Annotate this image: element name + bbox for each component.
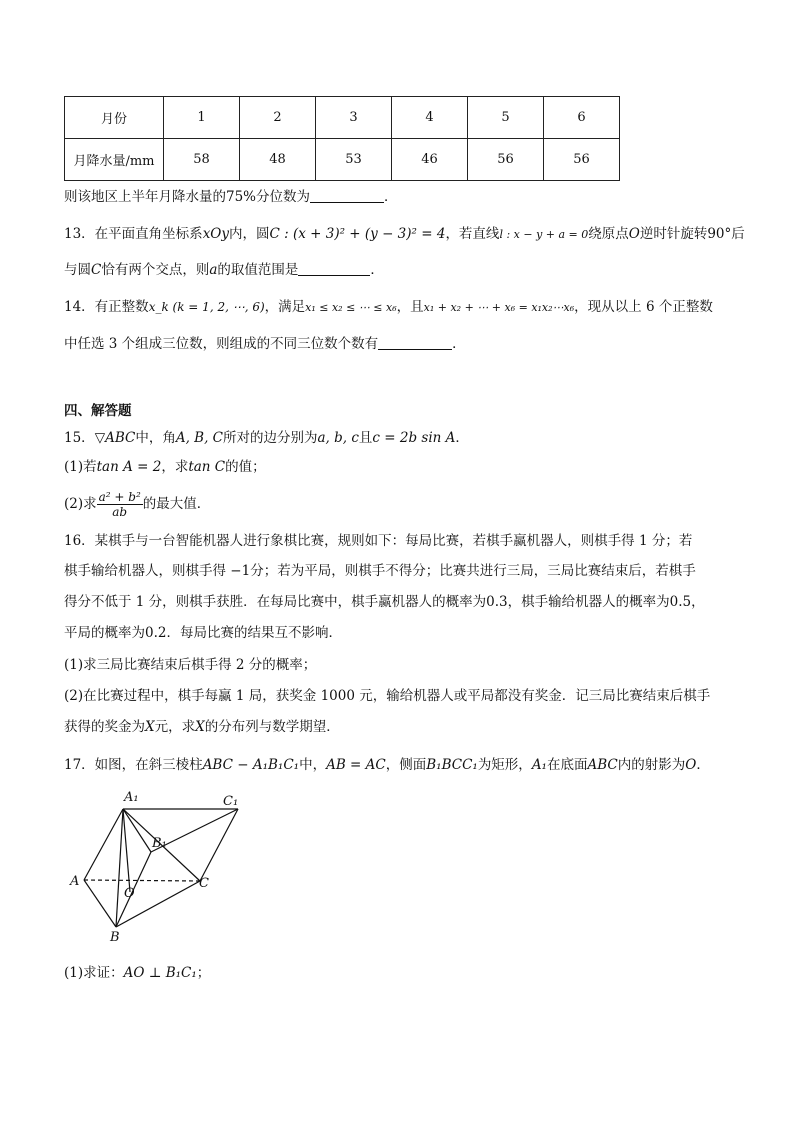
table-cell: 2 xyxy=(240,97,316,139)
prism-figure xyxy=(66,788,256,948)
q16-line3: 得分不低于 1 分，则棋手获胜．在每局比赛中，棋手赢机器人的概率为0.3，棋手输给机器人的概率为0.5， xyxy=(64,594,705,610)
label-b: B xyxy=(110,930,120,945)
label-a1: A₁ xyxy=(124,790,139,805)
q16-line1: 16．某棋手与一台智能机器人进行象棋比赛，规则如下：每局比赛，若棋手赢机器人，则棋手得 1 分；若 xyxy=(64,533,693,549)
q16-line2: 棋手输给机器人，则棋手得 −1分；若为平局，则棋手不得分；比赛共进行三局，三局比赛结束后，若棋手 xyxy=(64,563,696,579)
answer-blank xyxy=(298,261,370,276)
q14-line2: 中任选 3 个组成三位数，则组成的不同三位数个数有 ． xyxy=(64,336,466,352)
q14-line1: 14．有正整数x_k (k = 1, 2, ⋯, 6)，满足x₁ ≤ x₂ ≤ ⋯ ≤ x₆，且x₁ + x₂ + ⋯ + x₆ = x₁x₂⋯x₆，现从以上 6 个正整数 xyxy=(64,299,713,315)
label-c1: C₁ xyxy=(223,794,239,809)
edge-aa1 xyxy=(84,809,123,880)
table-cell: 58 xyxy=(164,139,240,181)
table-cell: 5 xyxy=(468,97,544,139)
q17-part1: (1)求证：AO ⊥ B₁C₁； xyxy=(64,965,211,981)
fraction: $\frac{\text{a² + b²}}{ab}$ xyxy=(98,490,141,519)
q15-line1: 15．▽ABC中，角A, B, C所对的边分别为a, b, c且c = 2b sin A． xyxy=(64,430,469,446)
table-cell: 1 xyxy=(164,97,240,139)
label-b1: B₁ xyxy=(152,836,167,851)
rainfall-header: 月降水量/mm xyxy=(65,139,164,181)
table-cell: 56 xyxy=(468,139,544,181)
month-header: 月份 xyxy=(65,97,164,139)
q13-line2: 与圆C恰有两个交点，则a的取值范围是 ． xyxy=(64,262,384,278)
table-cell: 48 xyxy=(240,139,316,181)
answer-blank xyxy=(310,188,384,203)
edge-a1b xyxy=(116,809,123,927)
table-row xyxy=(65,97,620,139)
section-title: 四、解答题 xyxy=(64,403,132,419)
table-cell: 4 xyxy=(392,97,468,139)
edge-ac-hidden xyxy=(84,880,200,881)
table-cell: 6 xyxy=(544,97,620,139)
edge-ab xyxy=(84,880,116,927)
q17-line1: 17．如图，在斜三棱柱ABC − A₁B₁C₁中，AB = AC，侧面B₁BCC₁为矩形，A₁在底面ABC内的射影为O． xyxy=(64,757,710,773)
label-o: O xyxy=(124,886,135,901)
table-row xyxy=(65,139,620,181)
label-a: A xyxy=(70,874,80,889)
q15-part2: (2)求 $\frac{\text{a² + b²}}{ab}$ 的最大值． xyxy=(64,490,211,519)
q13-line1: 13．在平面直角坐标系xOy内，圆C : (x + 3)² + (y − 3)² = 4，若直线l : x − y + a = 0绕原点O逆时针旋转90°后 xyxy=(64,226,745,242)
table-cell: 3 xyxy=(316,97,392,139)
q16-part2-line1: (2)在比赛过程中，棋手每赢 1 局，获奖金 1000 元，输给机器人或平局都没有奖金．记三局比赛结束后棋手 xyxy=(64,688,711,704)
label-c: C xyxy=(199,876,209,891)
q16-line4: 平局的概率为0.2．每局比赛的结果互不影响． xyxy=(64,625,342,641)
table-cell: 53 xyxy=(316,139,392,181)
edge-cc1 xyxy=(200,809,238,881)
table-cell: 46 xyxy=(392,139,468,181)
q12-tail: 则该地区上半年月降水量的75%分位数为 ． xyxy=(64,189,398,205)
answer-blank xyxy=(378,335,452,350)
q15-part1: (1)若tan A = 2，求tan C的值； xyxy=(64,459,266,475)
segment-a1o xyxy=(123,809,130,892)
q16-part1: (1)求三局比赛结束后棋手得 2 分的概率； xyxy=(64,657,317,673)
q16-part2-line2: 获得的奖金为X元，求X的分布列与数学期望． xyxy=(64,719,340,735)
table-cell: 56 xyxy=(544,139,620,181)
rainfall-table xyxy=(64,96,620,181)
